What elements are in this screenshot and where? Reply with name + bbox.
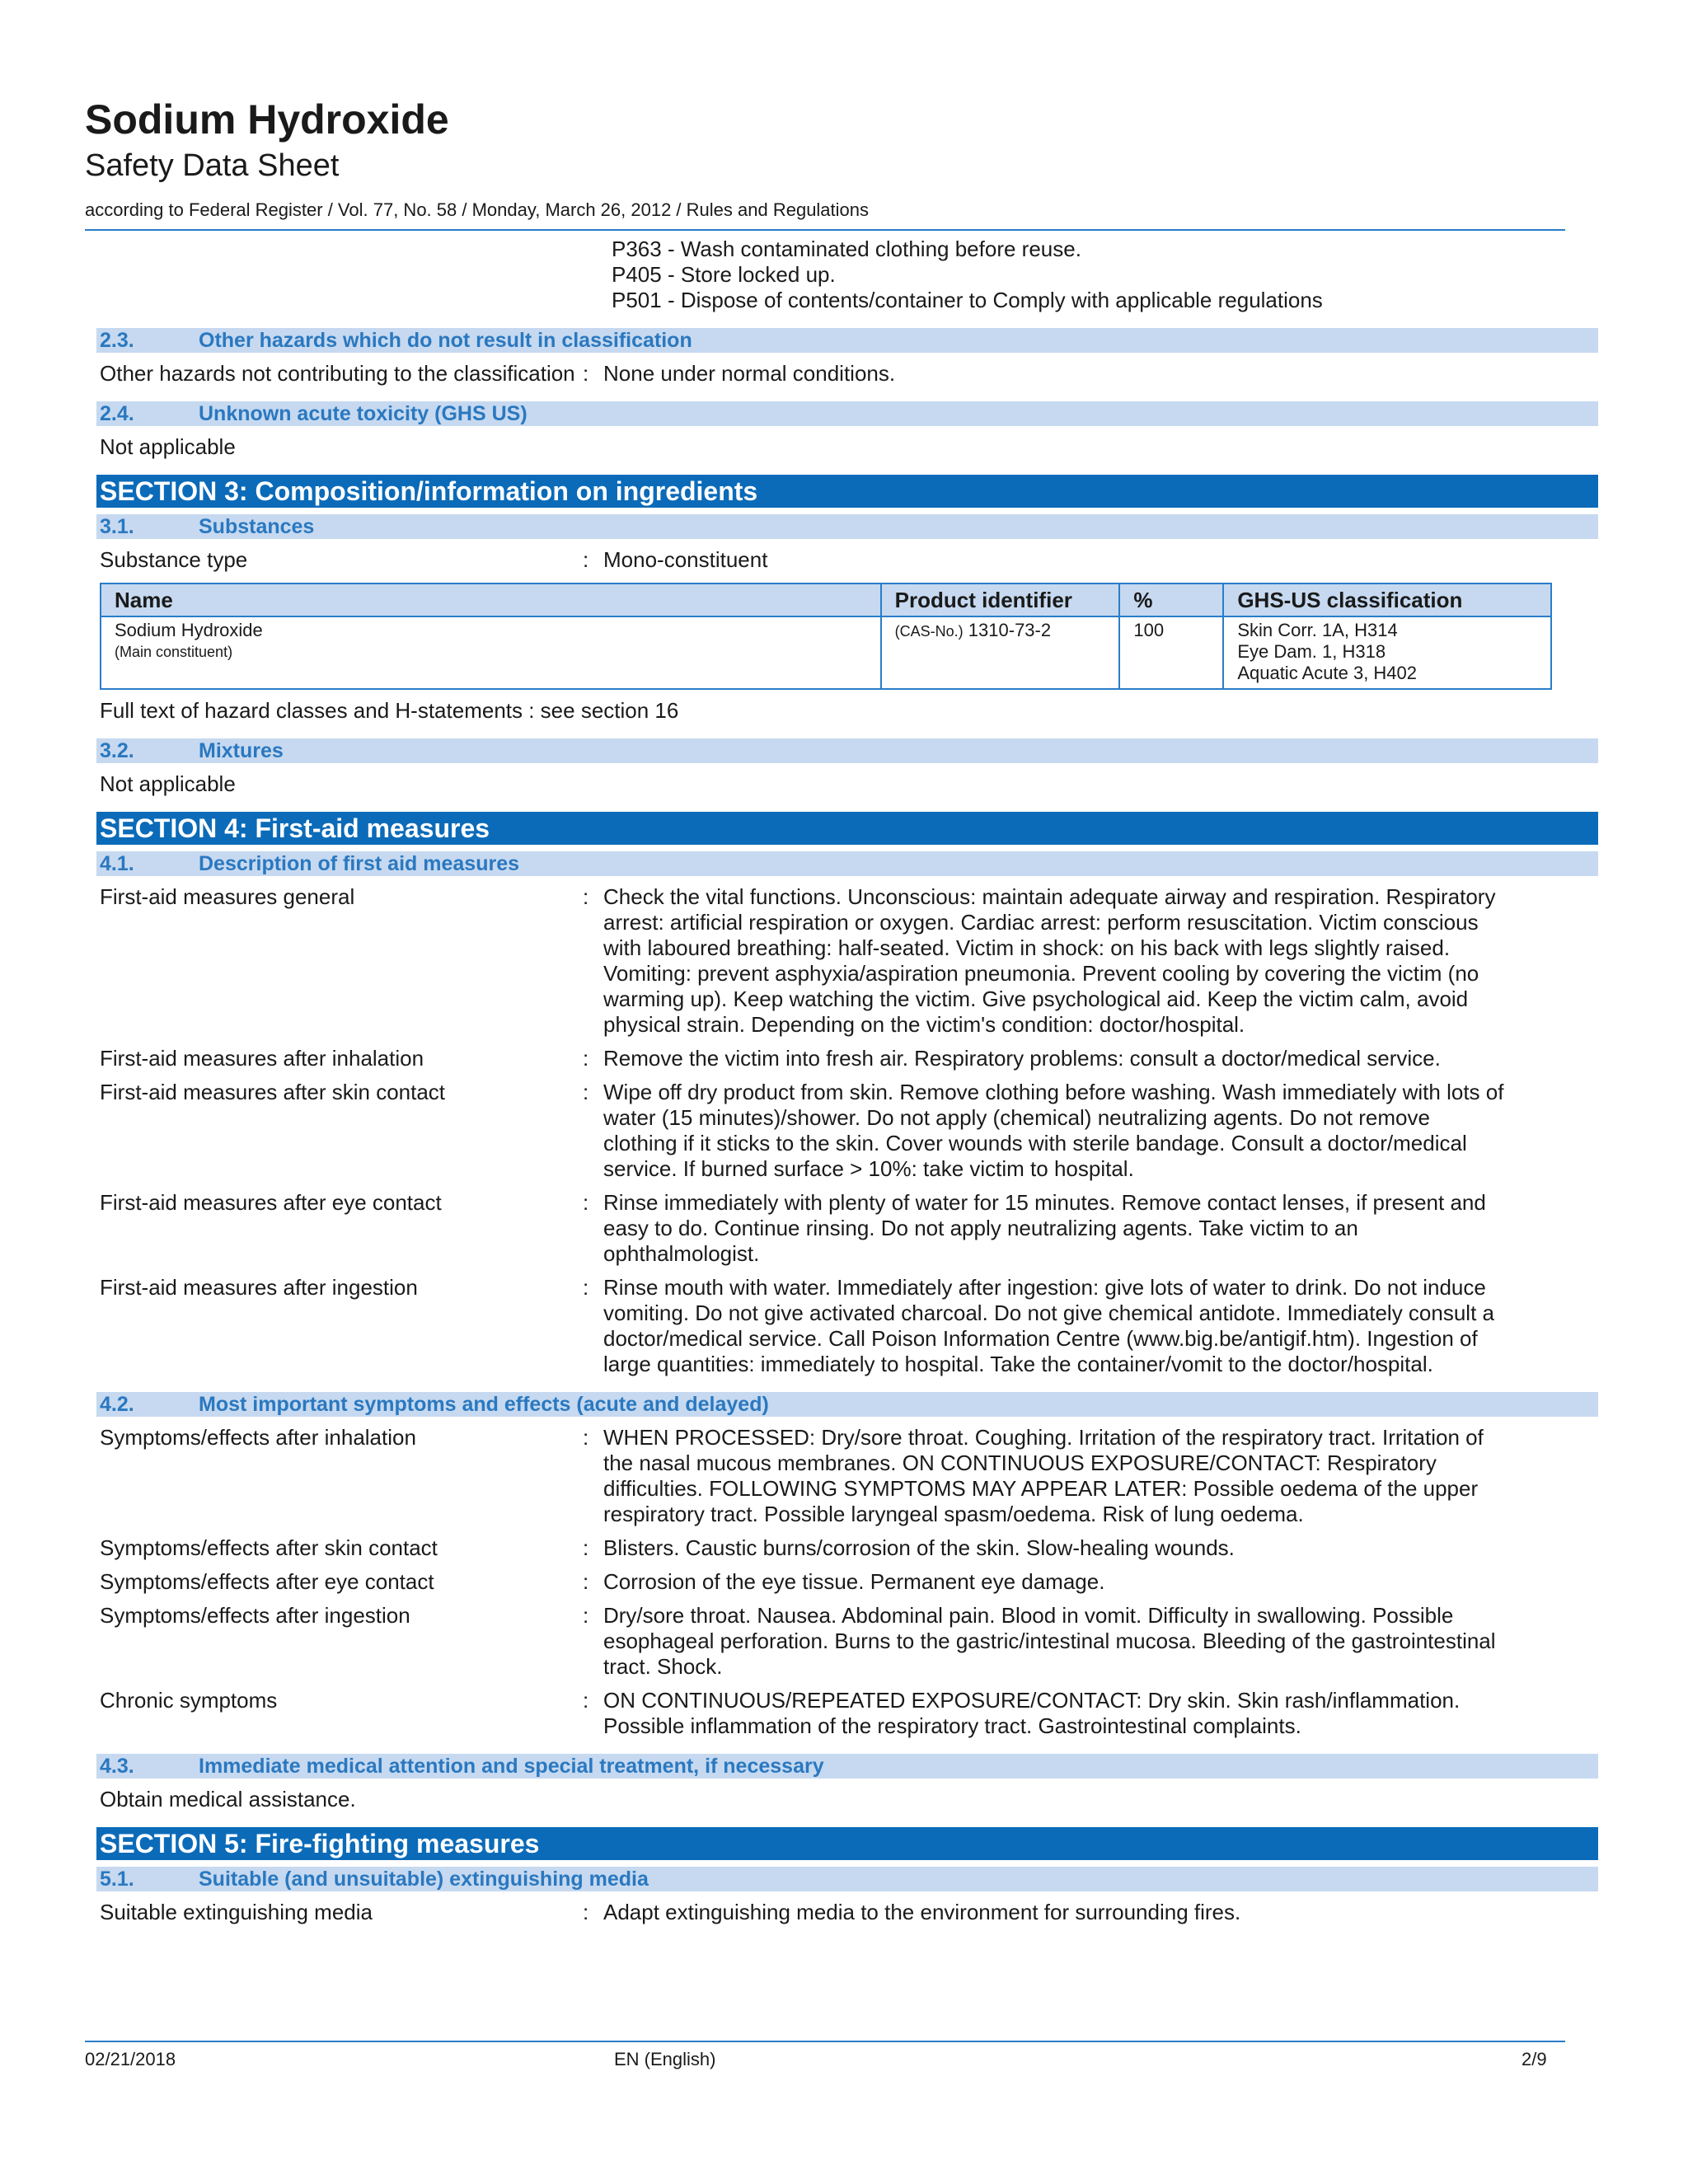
field-label: Symptoms/effects after skin contact (100, 1535, 438, 1560)
subsection-title: Most important symptoms and effects (acute and delayed) (199, 1393, 769, 1416)
value-line: Wipe off dry product from skin. Remove clothing before washing. Wash immediately with lots of (603, 1080, 1504, 1104)
medical-attention-text: Obtain medical assistance. (100, 1787, 356, 1811)
field-separator: : (583, 1425, 589, 1450)
classification-line: Aquatic Acute 3, H402 (1237, 663, 1418, 683)
document-subtitle: Safety Data Sheet (85, 148, 340, 183)
field-separator: : (583, 1688, 589, 1713)
symptom-row (96, 1603, 1598, 1680)
section-5-header: SECTION 5: Fire-fighting measures (96, 1827, 1598, 1860)
subsection-4-2-header (96, 1392, 1598, 1417)
subsection-number: 2.3. (100, 329, 134, 352)
field-label: Symptoms/effects after ingestion (100, 1603, 410, 1628)
field-separator: : (583, 1603, 589, 1628)
field-value (603, 1569, 1531, 1595)
field-value (603, 1046, 1531, 1071)
value-line: difficulties. FOLLOWING SYMPTOMS MAY APPEAR LATER: Possible oedema of the upper (603, 1476, 1479, 1501)
first-aid-row (96, 1275, 1598, 1377)
value-line: clothing if it sticks to the skin. Cover wounds with sterile bandage. Consult a doctor/medical (603, 1131, 1467, 1155)
statement-line: P501 - Dispose of contents/container to Comply with applicable regulations (612, 288, 1323, 312)
field-value: None under normal conditions. (603, 361, 896, 386)
subsection-5-1-header (96, 1867, 1598, 1891)
column-header-name: Name (101, 583, 881, 616)
footer-page-number: 2/9 (1522, 2049, 1547, 2069)
field-value (603, 1425, 1531, 1527)
extinguishing-media-row (96, 1900, 1598, 1925)
cell-percent: 100 (1119, 616, 1223, 689)
subsection-2-4-header (96, 401, 1598, 426)
field-label: First-aid measures after skin contact (100, 1080, 446, 1104)
value-line: service. If burned surface > 10%: take victim to hospital. (603, 1156, 1134, 1181)
value-line: doctor/medical service. Call Poison Information Centre (www.big.be/antigif.htm). Ingestion of (603, 1326, 1478, 1351)
first-aid-row (96, 1046, 1598, 1071)
subsection-number: 3.2. (100, 739, 134, 762)
subsection-number: 4.2. (100, 1393, 134, 1416)
first-aid-list (96, 884, 1598, 1377)
regulation-reference: according to Federal Register / Vol. 77, No. 58 / Monday, March 26, 2012 / Rules and Regulations (85, 199, 870, 220)
field-separator: : (583, 1569, 589, 1594)
field-separator: : (583, 1046, 589, 1071)
subsection-number: 3.1. (100, 515, 134, 538)
section-3-header: SECTION 3: Composition/information on ingredients (96, 475, 1598, 508)
subsection-title: Description of first aid measures (199, 852, 520, 875)
symptom-row (96, 1569, 1598, 1595)
cell-classification (1223, 616, 1551, 689)
field-label: Other hazards not contributing to the classification (100, 361, 575, 386)
cell-product-identifier (881, 616, 1120, 689)
field-value (603, 1080, 1531, 1182)
ingredients-table (100, 583, 1552, 690)
document-body (96, 237, 1598, 1925)
footer-language: EN (English) (614, 2049, 716, 2069)
column-header-percent: % (1119, 583, 1223, 616)
subsection-title: Immediate medical attention and special treatment, if necessary (199, 1755, 824, 1778)
value-line: Possible inflammation of the respiratory tract. Gastrointestinal complaints. (603, 1713, 1301, 1738)
statement-line: P363 - Wash contaminated clothing before reuse. (612, 237, 1081, 261)
value-line: physical strain. Depending on the victim's condition: doctor/hospital. (603, 1012, 1245, 1037)
value-line: WHEN PROCESSED: Dry/sore throat. Coughing. Irritation of the respiratory tract. Irritation of (603, 1425, 1484, 1450)
unknown-acute-toxicity-text: Not applicable (100, 434, 236, 459)
field-label: First-aid measures general (100, 884, 355, 909)
value-line: arrest: artificial respiration or oxygen. Cardiac arrest: perform resuscitation. Victim conscious (603, 910, 1479, 935)
substance-type-row (96, 547, 1598, 573)
field-label: Substance type (100, 547, 248, 572)
subsection-title: Mixtures (199, 739, 284, 762)
subsection-3-1-header (96, 514, 1598, 539)
other-hazards-row (96, 361, 1598, 387)
value-line: large quantities: immediately to hospital. Take the container/vomit to the doctor/hospital. (603, 1352, 1433, 1376)
value-line: Rinse immediately with plenty of water for 15 minutes. Remove contact lenses, if present and (603, 1190, 1486, 1215)
precautionary-statements-continued (612, 237, 1598, 313)
value-line: Rinse mouth with water. Immediately after ingestion: give lots of water to drink. Do not induce (603, 1275, 1486, 1300)
field-separator: : (583, 1080, 589, 1104)
mixtures-text: Not applicable (100, 771, 236, 796)
symptom-row (96, 1688, 1598, 1739)
value-line: vomiting. Do not give activated charcoal. Do not give chemical antidote. Immediately consult a (603, 1301, 1494, 1325)
value-line: ophthalmologist. (603, 1241, 760, 1266)
cell-name (101, 616, 881, 689)
subsection-2-3-header (96, 328, 1598, 353)
subsection-number: 5.1. (100, 1868, 134, 1891)
field-label: Symptoms/effects after eye contact (100, 1569, 434, 1594)
section-4-header: SECTION 4: First-aid measures (96, 812, 1598, 845)
field-value (603, 1190, 1531, 1267)
classification-line: Eye Dam. 1, H318 (1237, 641, 1386, 662)
value-line: the nasal mucous membranes. ON CONTINUOUS EXPOSURE/CONTACT: Respiratory (603, 1451, 1437, 1475)
value-line: tract. Shock. (603, 1654, 723, 1679)
value-line: esophageal perforation. Burns to the gastric/intestinal mucosa. Bleeding of the gastrointestinal (603, 1629, 1496, 1653)
substance-note: (Main constituent) (115, 644, 233, 660)
table-header-row (101, 583, 1551, 616)
field-separator: : (583, 1535, 589, 1560)
value-line: Corrosion of the eye tissue. Permanent eye damage. (603, 1569, 1105, 1594)
footer-rule (85, 2041, 1565, 2042)
column-header-product-identifier: Product identifier (881, 583, 1120, 616)
field-separator: : (583, 884, 589, 909)
subsection-4-1-header (96, 851, 1598, 876)
field-value (603, 1688, 1531, 1739)
symptom-row (96, 1425, 1598, 1527)
subsection-title: Suitable (and unsuitable) extinguishing media (199, 1868, 649, 1891)
subsection-number: 4.1. (100, 852, 134, 875)
field-value: Mono-constituent (603, 547, 768, 572)
column-header-classification: GHS-US classification (1223, 583, 1551, 616)
field-separator: : (583, 1275, 589, 1300)
subsection-3-2-header (96, 738, 1598, 763)
field-separator: : (583, 547, 589, 572)
identifier-prefix: (CAS-No.) (894, 623, 964, 640)
field-label: Symptoms/effects after inhalation (100, 1425, 416, 1450)
value-line: water (15 minutes)/shower. Do not apply (chemical) neutralizing agents. Do not remove (603, 1105, 1430, 1130)
field-separator: : (583, 1190, 589, 1215)
full-text-note: Full text of hazard classes and H-statements : see section 16 (100, 698, 679, 723)
footer-date: 02/21/2018 (85, 2049, 176, 2069)
value-line: Remove the victim into fresh air. Respiratory problems: consult a doctor/medical service. (603, 1046, 1441, 1071)
header-rule (85, 229, 1565, 231)
statement-line: P405 - Store locked up. (612, 262, 836, 287)
field-label: First-aid measures after ingestion (100, 1275, 418, 1300)
value-line: with laboured breathing: half-seated. Victim in shock: on his back with legs slightly raised. (603, 935, 1451, 960)
symptom-row (96, 1535, 1598, 1561)
symptoms-list (96, 1425, 1598, 1739)
table-row (101, 616, 1551, 689)
substance-name: Sodium Hydroxide (115, 620, 263, 640)
value-line: Vomiting: prevent asphyxia/aspiration pneumonia. Prevent cooling by covering the victim (no (603, 961, 1479, 986)
subsection-title: Unknown acute toxicity (GHS US) (199, 402, 528, 425)
value-line: Blisters. Caustic burns/corrosion of the skin. Slow-healing wounds. (603, 1535, 1235, 1560)
field-value (603, 1603, 1531, 1680)
field-separator: : (583, 361, 589, 386)
value-line: Check the vital functions. Unconscious: maintain adequate airway and respiration. Respiratory (603, 884, 1496, 909)
cas-number: 1310-73-2 (968, 620, 1052, 640)
document-title: Sodium Hydroxide (85, 96, 449, 143)
subsection-title: Other hazards which do not result in classification (199, 329, 692, 352)
field-label: First-aid measures after eye contact (100, 1190, 442, 1215)
value-line: ON CONTINUOUS/REPEATED EXPOSURE/CONTACT: Dry skin. Skin rash/inflammation. (603, 1688, 1461, 1713)
subsection-title: Substances (199, 515, 315, 538)
first-aid-row (96, 1190, 1598, 1267)
first-aid-row (96, 884, 1598, 1038)
field-value (603, 884, 1531, 1038)
classification-line: Skin Corr. 1A, H314 (1237, 620, 1398, 640)
field-label: Suitable extinguishing media (100, 1900, 373, 1924)
value-line: easy to do. Continue rinsing. Do not apply neutralizing agents. Take victim to an (603, 1216, 1358, 1240)
field-value (603, 1535, 1531, 1561)
field-value: Adapt extinguishing media to the environment for surrounding fires. (603, 1900, 1241, 1924)
subsection-number: 2.4. (100, 402, 134, 425)
field-value (603, 1275, 1531, 1377)
field-label: Chronic symptoms (100, 1688, 278, 1713)
value-line: respiratory tract. Possible laryngeal spasm/oedema. Risk of lung oedema. (603, 1502, 1304, 1526)
value-line: Dry/sore throat. Nausea. Abdominal pain. Blood in vomit. Difficulty in swallowing. Possible (603, 1603, 1454, 1628)
first-aid-row (96, 1080, 1598, 1182)
field-label: First-aid measures after inhalation (100, 1046, 424, 1071)
value-line: warming up). Keep watching the victim. Give psychological aid. Keep the victim calm, avoid (603, 987, 1469, 1011)
field-separator: : (583, 1900, 589, 1924)
subsection-number: 4.3. (100, 1755, 134, 1778)
subsection-4-3-header (96, 1754, 1598, 1779)
